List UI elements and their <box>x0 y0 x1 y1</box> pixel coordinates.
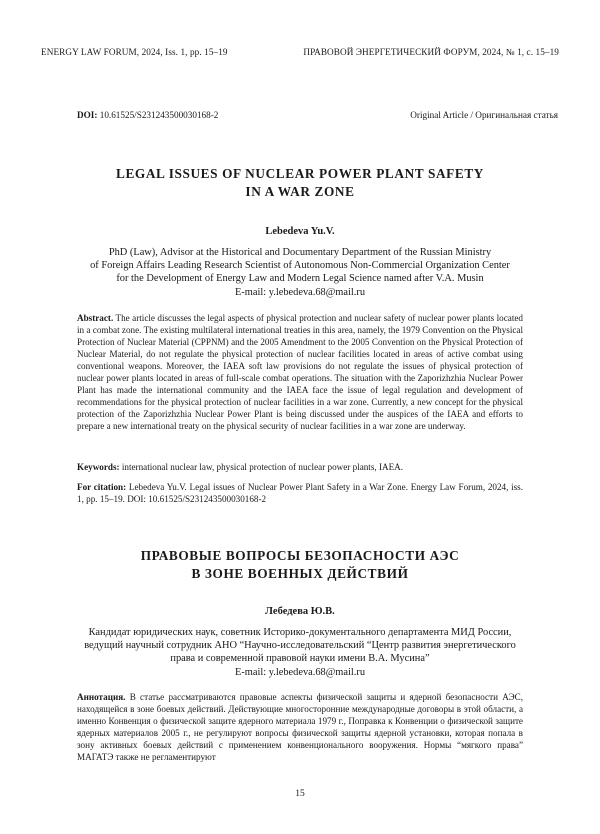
abstract-en-label: Abstract. <box>77 313 113 323</box>
author-en: Lebedeva Yu.V. <box>0 226 600 237</box>
keywords-en-text: international nuclear law, physical protection of nuclear power plants, IAEA. <box>122 462 403 472</box>
running-header-left: ENERGY LAW FORUM, 2024, Iss. 1, pp. 15–19 <box>41 47 228 57</box>
affiliation-ru-line-2: ведущий научный сотрудник АНО “Научно-исследовательский “Центр развития энергетического <box>60 639 540 652</box>
title-ru <box>0 547 600 583</box>
affiliation-ru-line-3: права и современной правовой науки имени В.А. Мусина” <box>60 652 540 665</box>
article-type: Original Article / Оригинальная статья <box>410 110 558 120</box>
title-ru-line-2: В ЗОНЕ ВОЕННЫХ ДЕЙСТВИЙ <box>0 565 600 583</box>
affiliation-ru <box>60 626 540 679</box>
title-en-line-2: IN A WAR ZONE <box>0 183 600 201</box>
doi-value: 10.61525/S231243500030168-2 <box>100 110 219 120</box>
running-header-right: ПРАВОВОЙ ЭНЕРГЕТИЧЕСКИЙ ФОРУМ, 2024, № 1, с. 15–19 <box>303 47 559 57</box>
title-en <box>0 165 600 201</box>
page-number: 15 <box>0 789 600 799</box>
affiliation-en-line-2: of Foreign Affairs Leading Research Scientist of Autonomous Non-Commercial Organization Center <box>60 259 540 272</box>
abstract-ru-label: Аннотация. <box>77 692 125 702</box>
citation-en-text: Lebedeva Yu.V. Legal issues of Nuclear Power Plant Safety in a War Zone. Energy Law Forum, 2024, iss. 1, pp. 15–19. DOI: 10.61525/S231243500030168-2 <box>77 482 523 504</box>
affiliation-en-line-1: PhD (Law), Advisor at the Historical and Documentary Department of the Russian Ministry <box>60 246 540 259</box>
abstract-ru-text: В статье рассматриваются правовые аспекты физической защиты и ядерной безопасности АЭС, находящейся в зоне боевых действий. Действующие многосторонние международные договоры в этой области, а именно Конвенция о физической защите ядерного материала 1979 г., Поправка к Конвенции о физической защите ядерных материалов 2005 г., не регулируют вопросы физической защиты ядерной установки, которая попала в зону активных боевых действий с применением конвенционального вооружения. Нормы “мягкого права” МАГАТЭ также не регламентируют <box>77 692 523 762</box>
abstract-en-text: The article discusses the legal aspects of physical protection and nuclear safety of nuclear power plants located in a combat zone. The existing multilateral international treaties in this area, namely, the 1979 Convention on the Physical Protection of Nuclear Material (CPPNM) and the 2005 Amendment to the 2005 Convention on the Physical Protection of Nuclear Material, do not regulate the physical protection of nuclear facilities located in areas of active combat using conventional weapons. Moreover, the IAEA soft law provisions do not regulate the issues of physical protection of nuclear power plants located in areas of full-scale combat operations. The situation with the Zaporizhzhia Nuclear Power Plant has made the international community and the IAEA face the issue of legal regulation and development of recommendations for the physical protection of nuclear facilities in a war zone. Currently, a new concept for the physical protection of the Zaporizhzhia Nuclear Power Plant is being discussed under the auspices of the IAEA and efforts to prepare a new international treaty on the physical security of nuclear facilities in a war zone are underway. <box>77 313 523 431</box>
affiliation-en-line-3: for the Development of Energy Law and Modern Legal Science named after V.A. Musin <box>60 272 540 285</box>
affiliation-en <box>60 246 540 299</box>
title-ru-line-1: ПРАВОВЫЕ ВОПРОСЫ БЕЗОПАСНОСТИ АЭС <box>0 547 600 565</box>
doi-label: DOI: <box>77 110 97 120</box>
affiliation-ru-line-1: Кандидат юридических наук, советник Историко-документального департамента МИД России, <box>60 626 540 639</box>
title-en-line-1: LEGAL ISSUES OF NUCLEAR POWER PLANT SAFETY <box>0 165 600 183</box>
abstract-ru <box>77 691 523 763</box>
affiliation-en-line-4: E-mail: y.lebedeva.68@mail.ru <box>60 286 540 299</box>
citation-en-label: For citation: <box>77 482 126 492</box>
author-ru: Лебедева Ю.В. <box>0 606 600 617</box>
affiliation-ru-line-4: E-mail: y.lebedeva.68@mail.ru <box>60 666 540 679</box>
doi <box>77 110 218 120</box>
keywords-en <box>77 461 523 473</box>
abstract-en <box>77 312 523 432</box>
keywords-en-label: Keywords: <box>77 462 120 472</box>
citation-en <box>77 481 523 505</box>
